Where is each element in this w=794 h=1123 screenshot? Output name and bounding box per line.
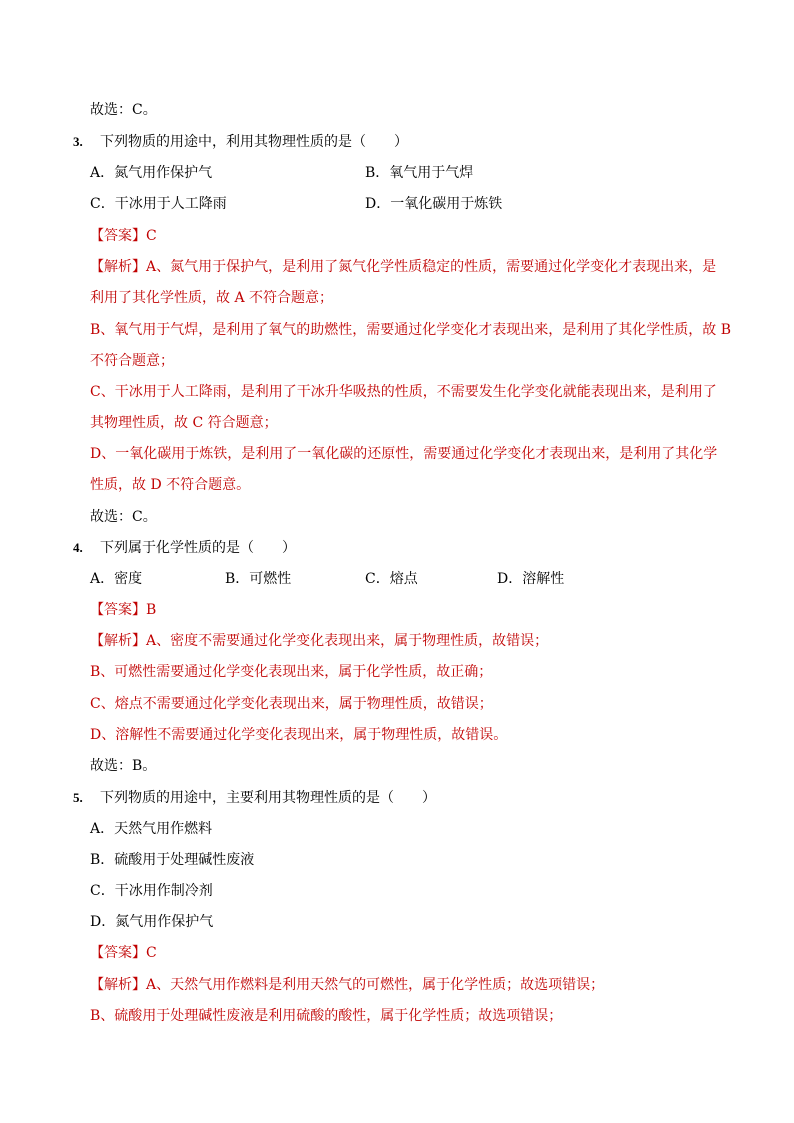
q4-answer-row — [90, 600, 156, 620]
q3-analysis-line-3: B、氧气用于气焊，是利用了氧气的助燃性，需要通过化学变化才表现出来，是利用了其化学性质，故 B — [90, 322, 732, 338]
q4-conclusion: 故选：B。 — [90, 758, 157, 774]
q5-answer: C — [146, 945, 157, 961]
q3-analysis-tag: 【解析】 — [90, 259, 146, 275]
q4-option-a: A．密度 — [90, 571, 143, 587]
q5-answer-tag: 【答案】 — [90, 945, 146, 961]
q3-analysis-text-1: A、氮气用于保护气，是利用了氮气化学性质稳定的性质，需要通过化学变化才表现出来，是 — [146, 259, 717, 275]
q5-analysis-line-2: B、硫酸用于处理碱性废液是利用硫酸的酸性，属于化学性质；故选项错误； — [90, 1008, 563, 1024]
q4-stem: 下列属于化学性质的是（ ） — [100, 540, 296, 556]
q3-analysis-line-6: 其物理性质，故 C 符合题意； — [90, 415, 278, 431]
q3-number: 3. — [73, 134, 83, 149]
q3-conclusion: 故选：C。 — [90, 509, 157, 525]
q5-analysis-text-1: A、天然气用作燃料是利用天然气的可燃性，属于化学性质；故选项错误； — [146, 977, 605, 993]
q4-option-b: B．可燃性 — [225, 571, 292, 587]
q2-conclusion: 故选：C。 — [90, 102, 157, 118]
q5-stem: 下列物质的用途中，主要利用其物理性质的是（ ） — [100, 790, 436, 806]
q3-option-b: B．氧气用于气焊 — [365, 165, 474, 181]
q4-analysis-line-1 — [90, 631, 548, 651]
q4-analysis-text-1: A、密度不需要通过化学变化表现出来，属于物理性质，故错误； — [146, 633, 549, 649]
q4-option-c: C．熔点 — [365, 571, 418, 587]
q3-answer-tag: 【答案】 — [90, 228, 146, 244]
q3-analysis-line-1 — [90, 257, 716, 277]
q3-option-d: D．一氧化碳用于炼铁 — [365, 196, 503, 212]
q5-option-b: B．硫酸用于处理碱性废液 — [90, 852, 255, 868]
q3-stem: 下列物质的用途中，利用其物理性质的是（ ） — [100, 134, 408, 150]
q5-option-d: D．氮气用作保护气 — [90, 914, 214, 930]
q5-analysis-tag: 【解析】 — [90, 977, 146, 993]
q3-option-c: C．干冰用于人工降雨 — [90, 196, 227, 212]
q3-option-a: A．氮气用作保护气 — [90, 165, 213, 181]
q4-analysis-line-3: C、熔点不需要通过化学变化表现出来，属于物理性质，故错误； — [90, 696, 493, 712]
q4-number: 4. — [73, 540, 83, 555]
q5-answer-row — [90, 943, 157, 963]
q4-option-d: D．溶解性 — [497, 571, 565, 587]
q4-analysis-tag: 【解析】 — [90, 633, 146, 649]
q3-analysis-line-2: 利用了其化学性质，故 A 不符合题意； — [90, 290, 334, 306]
q3-analysis-line-7: D、一氧化碳用于炼铁，是利用了一氧化碳的还原性，需要通过化学变化才表现出来，是利用了其化学 — [90, 446, 718, 462]
q5-number: 5. — [73, 790, 83, 805]
q5-option-a: A．天然气用作燃料 — [90, 821, 213, 837]
q3-analysis-line-5: C、干冰用于人工降雨，是利用了干冰升华吸热的性质，不需要发生化学变化就能表现出来，是利用了 — [90, 384, 717, 400]
q3-answer: C — [146, 228, 157, 244]
q4-answer: B — [146, 602, 157, 618]
q4-answer-tag: 【答案】 — [90, 602, 146, 618]
q3-analysis-line-8: 性质，故 D 不符合题意。 — [90, 477, 251, 493]
q4-analysis-line-4: D、溶解性不需要通过化学变化表现出来，属于物理性质，故错误。 — [90, 727, 508, 743]
q5-option-c: C．干冰用作制冷剂 — [90, 883, 213, 899]
q3-answer-row — [90, 226, 157, 246]
q4-analysis-line-2: B、可燃性需要通过化学变化表现出来，属于化学性质，故正确； — [90, 664, 493, 680]
q5-analysis-line-1 — [90, 975, 604, 995]
q3-analysis-line-4: 不符合题意； — [90, 353, 174, 369]
